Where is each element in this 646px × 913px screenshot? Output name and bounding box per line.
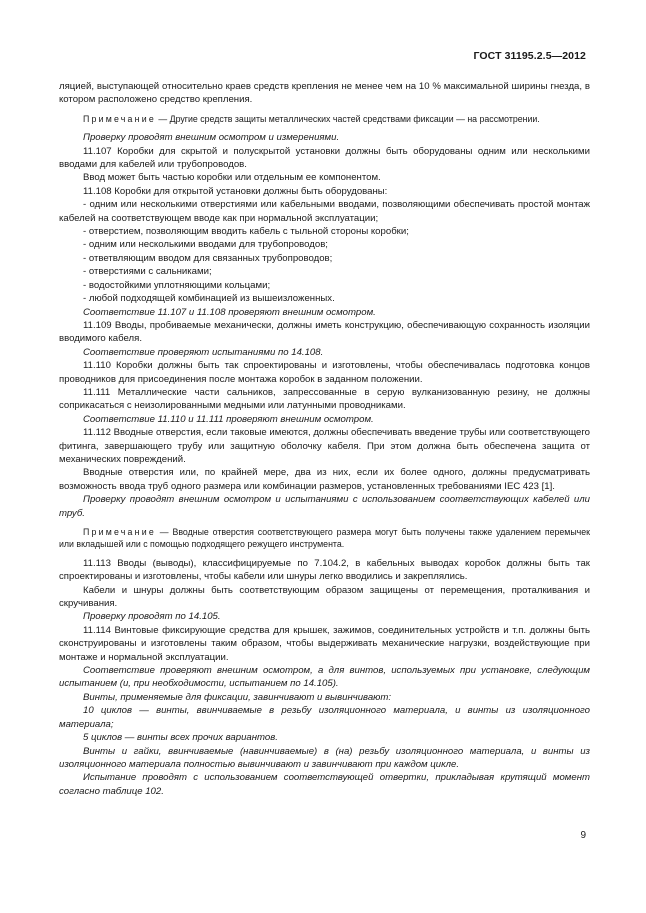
paragraph: Винты, применяемые для фиксации, завинчивают и вывинчивают: <box>83 691 392 703</box>
list-item: - одним или несколькими отверстиями или кабельными вводами, позволяющими обеспечивать простой монтаж кабелей на соответствующем вводе как при нормальной эксплуатации; <box>59 199 590 224</box>
paragraph: Ввод может быть частью коробки или отдельным ее компонентом. <box>83 172 381 184</box>
note-label: Примечание <box>83 527 156 537</box>
note-text: — Другие средств защиты металлических частей средствами фиксации — на рассмотрении. <box>158 113 540 124</box>
paragraph: ляцией, выступающей относительно краев средств крепления не менее чем на 10 % максимальной ширины гнезда, в котором расположено средство крепления. <box>59 81 590 106</box>
paragraph: Винты и гайки, ввинчиваемые (навинчиваемые) в (на) резьбу изоляционного материала, и винты из изоляционного материала полностью вывинчивают и завинчивают при каждом цикле. <box>59 745 590 770</box>
paragraph: 11.112 Вводные отверстия, если таковые имеются, должны обеспечивать введение трубы или соответствующего фитинга, завершающего трубу или защитную оболочку кабеля. При этом должна быть обеспечена защита от механических повреждений. <box>59 427 590 465</box>
list-item: - ответвляющим вводом для связанных трубопроводов; <box>83 252 333 264</box>
paragraph: 11.114 Винтовые фиксирующие средства для крышек, зажимов, соединительных устройств и т.п. должны быть сконструированы и изготовлены таким образом, чтобы выдерживать механические нагрузки, воздействующие при монтаже и нормальной эксплуатации. <box>59 624 590 663</box>
paragraph: Проверку проводят внешним осмотром и измерениями. <box>83 132 340 144</box>
paragraph: Вводные отверстия или, по крайней мере, два из них, если их более одного, должны предусматривать возможность ввода труб одного размера или комбинации размеров, установленных требованиями IEC 423 [1]. <box>59 467 590 492</box>
paragraph: 10 циклов — винты, ввинчиваемые в резьбу изоляционного материала, и винты из изоляционного материала; <box>59 705 590 730</box>
paragraph: 11.109 Вводы, пробиваемые механически, должны иметь конструкцию, обеспечивающую сохранность изоляции вводимого кабеля. <box>59 319 590 345</box>
document-number-header: ГОСТ 31195.2.5—2012 <box>473 50 586 62</box>
note <box>59 526 590 551</box>
note-text: — Вводные отверстия соответствующего размера могут быть получены также удалением перемычек или вкладышей или с помощью подходящего режущего инструмента. <box>59 527 590 550</box>
list-item: - любой подходящей комбинацией из вышеизложенных. <box>83 293 335 305</box>
paragraph: Кабели и шнуры должны быть соответствующим образом защищены от перемещения, проталкивания и скручивания. <box>59 584 590 610</box>
note-label: Примечание <box>83 113 156 124</box>
paragraph: Соответствие проверяют внешним осмотром, а для винтов, используемых при установке, следующим испытанием (и, при необходимости, испытанием по 14.105). <box>59 665 590 690</box>
paragraph: Проверку проводят внешним осмотром и испытаниями с использованием соответствующих кабелей или труб. <box>59 494 590 519</box>
paragraph: Соответствие 11.110 и 11.111 проверяют внешним осмотром. <box>83 413 374 425</box>
paragraph: Соответствие проверяют испытаниями по 14.108. <box>83 346 324 358</box>
paragraph: 5 циклов — винты всех прочих вариантов. <box>83 732 278 744</box>
note <box>59 113 590 125</box>
paragraph: Испытание проводят с использованием соответствующей отвертки, прикладывая крутящий момент согласно таблице 102. <box>59 772 590 797</box>
page-number: 9 <box>580 830 586 841</box>
paragraph: 11.113 Вводы (выводы), классифицируемые по 7.104.2, в кабельных выводах коробок должны быть так спроектированы и изготовлены, чтобы кабели или шнуры легко вводились и закреплялись. <box>59 557 590 583</box>
paragraph: 11.111 Металлические части сальников, запрессованные в серую вулканизованную резину, не должны соприкасаться с неизолированными медными или латунными проводниками. <box>59 386 590 412</box>
list-item: - одним или несколькими вводами для трубопроводов; <box>83 239 328 251</box>
paragraph: Проверку проводят по 14.105. <box>83 611 221 623</box>
paragraph: 11.108 Коробки для открытой установки должны быть оборудованы: <box>83 185 388 197</box>
paragraph: Соответствие 11.107 и 11.108 проверяют внешним осмотром. <box>83 306 376 318</box>
list-item: - водостойкими уплотняющими кольцами; <box>83 279 271 291</box>
list-item: - отверстиями с сальниками; <box>83 266 212 278</box>
list-item: - отверстием, позволяющим вводить кабель с тыльной стороны коробки; <box>83 226 409 238</box>
document-body <box>59 80 590 798</box>
paragraph: 11.110 Коробки должны быть так спроектированы и изготовлены, чтобы обеспечивалась подготовка концов проводников для присоединения после монтажа коробок в заданном положении. <box>59 360 590 385</box>
paragraph: 11.107 Коробки для скрытой и полускрытой установки должны быть оборудованы одним или несколькими вводами для кабелей или трубопроводов. <box>59 145 590 171</box>
